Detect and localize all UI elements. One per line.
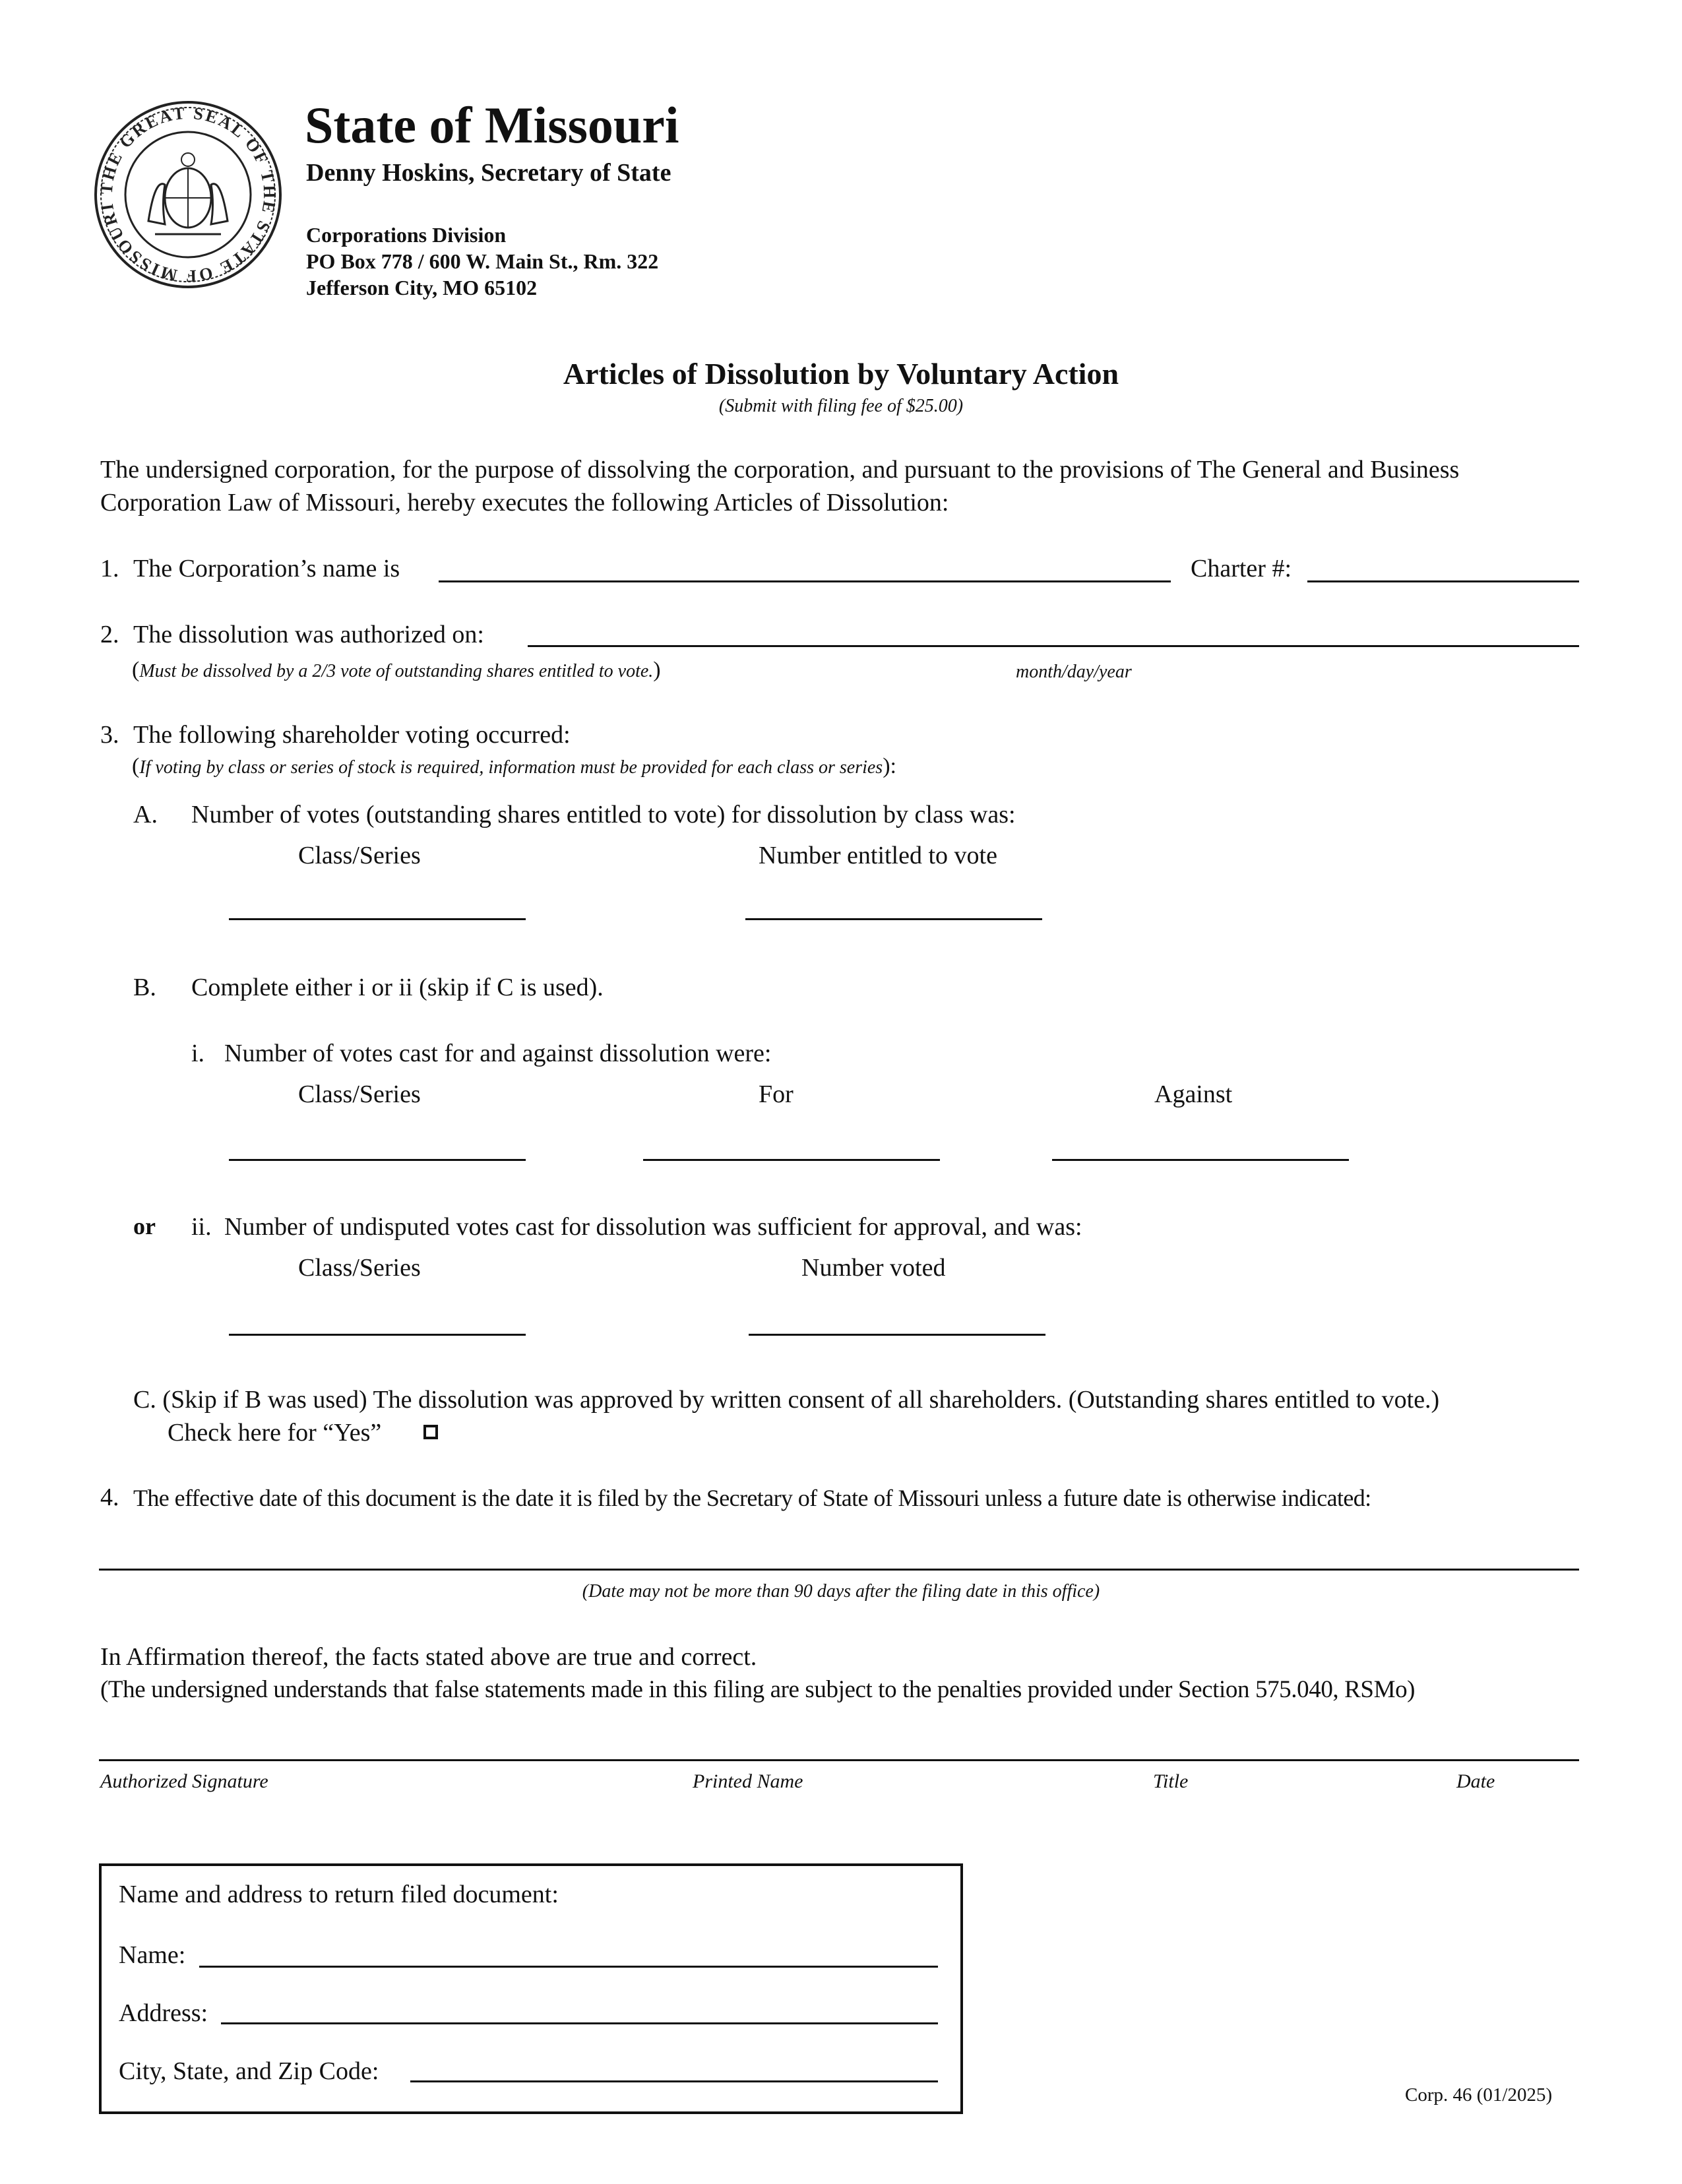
return-address-label: Address: [119,1999,208,2027]
item4-number: 4. [100,1483,119,1511]
item2-note-text: Must be dissolved by a 2/3 vote of outstanding shares entitled to vote. [139,661,654,681]
item4-note: (Date may not be more than 90 days after the filing date in this office) [582,1581,1100,1602]
division-address-line1: PO Box 778 / 600 W. Main St., Rm. 322 [306,249,659,273]
secretary-name: Denny Hoskins, Secretary of State [306,159,671,187]
unanimous-consent-checkbox[interactable] [423,1425,438,1439]
state-title: State of Missouri [305,96,679,154]
section-a-col-class: Class/Series [298,842,421,869]
charter-number-field[interactable] [1307,580,1579,582]
return-name-field[interactable] [199,1966,938,1968]
or-label: or [133,1213,156,1239]
section-b-ii-label: Number of undisputed votes cast for dissolution was sufficient for approval, and was: [224,1213,1082,1241]
section-c-line1: C. (Skip if B was used) The dissolution was approved by written consent of all shareholders. (Outstanding shares entitled to vote.) [133,1386,1440,1414]
missouri-state-seal [92,99,284,290]
item4-label: The effective date of this document is the date it is filed by the Secretary of State of Missouri unless a future date is otherwise indicated: [133,1485,1371,1511]
item3-label: The following shareholder voting occurred: [133,721,571,749]
section-b-i-col-class: Class/Series [298,1080,421,1108]
section-b-i-for-field[interactable] [643,1159,940,1161]
return-address-field[interactable] [221,2022,938,2024]
section-a-label: Number of votes (outstanding shares entitled to vote) for dissolution by class was: [191,801,1016,828]
charter-number-label: Charter #: [1191,555,1292,582]
division-name: Corporations Division [306,223,507,247]
section-b-ii-voted-field[interactable] [749,1334,1045,1336]
item2-note: (Must be dissolved by a 2/3 vote of outstanding shares entitled to vote.) [132,658,661,682]
affirmation-line1: In Affirmation thereof, the facts stated above are true and correct. [100,1643,757,1671]
return-box-heading: Name and address to return filed document: [119,1881,559,1908]
corporation-name-field[interactable] [439,580,1171,582]
section-b-i-col-for: For [759,1080,794,1108]
intro-line1: The undersigned corporation, for the purpose of dissolving the corporation, and pursuant to the provisions of The General and Business [100,456,1460,484]
item2-number: 2. [100,621,119,648]
section-b-i-against-field[interactable] [1052,1159,1349,1161]
section-b-i-label: Number of votes cast for and against dissolution were: [224,1040,772,1067]
effective-date-field[interactable] [99,1569,1579,1571]
item3-note-text: If voting by class or series of stock is required, information must be provided for each class or series [139,757,883,778]
date-format-hint: month/day/year [1016,662,1132,682]
section-b-i-class-field[interactable] [229,1159,526,1161]
item1-number: 1. [100,555,119,582]
division-address-line2: Jefferson City, MO 65102 [306,276,538,299]
section-c-line2: Check here for “Yes” [168,1419,382,1447]
section-a-entitled-field[interactable] [745,918,1042,920]
section-b-i-col-against: Against [1154,1080,1233,1108]
section-a-letter: A. [133,801,158,828]
return-city-state-zip-field[interactable] [410,2080,938,2082]
form-title: Articles of Dissolution by Voluntary Action [563,357,1119,390]
item3-number: 3. [100,721,119,749]
svg-text:THE GREAT SEAL OF THE STATE OF: THE GREAT SEAL OF THE STATE OF MISSOURI [96,103,280,286]
section-b-ii-class-field[interactable] [229,1334,526,1336]
section-b-i-number: i. [191,1040,205,1067]
printed-name-label: Printed Name [693,1770,803,1792]
section-b-letter: B. [133,974,156,1001]
form-subtitle: (Submit with filing fee of $25.00) [718,396,964,416]
form-id: Corp. 46 (01/2025) [1405,2084,1553,2106]
item2-label: The dissolution was authorized on: [133,621,484,648]
section-b-ii-col-class: Class/Series [298,1254,421,1282]
date-label: Date [1456,1770,1495,1792]
section-a-col-entitled: Number entitled to vote [759,842,997,869]
affirmation-line2: (The undersigned understands that false statements made in this filing are subject to the penalties provided under Section 575.040, RSMo) [100,1676,1416,1703]
signature-label: Authorized Signature [100,1770,268,1792]
return-city-state-zip-label: City, State, and Zip Code: [119,2057,379,2085]
item1-label: The Corporation’s name is [133,555,400,582]
section-b-ii-col-voted: Number voted [801,1254,946,1282]
signature-field[interactable] [99,1759,1579,1761]
section-a-class-field[interactable] [229,918,526,920]
section-b-ii-number: ii. [191,1213,212,1241]
title-label: Title [1153,1770,1189,1792]
intro-line2: Corporation Law of Missouri, hereby executes the following Articles of Dissolution: [100,489,949,516]
section-b-label: Complete either i or ii (skip if C is used). [191,974,604,1001]
dissolution-date-field[interactable] [528,645,1579,647]
item3-note: (If voting by class or series of stock is required, information must be provided for each class or series): [132,754,896,778]
return-name-label: Name: [119,1941,186,1969]
